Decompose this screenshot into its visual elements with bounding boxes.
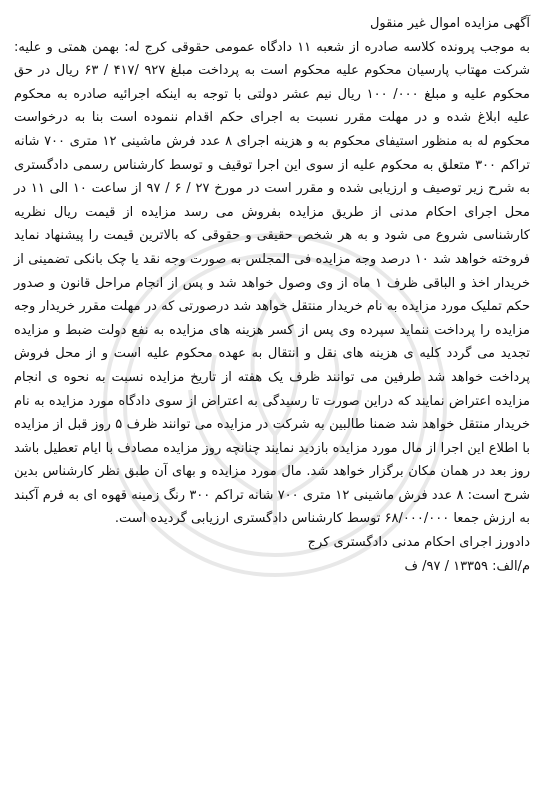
notice-reference: م/الف: ۱۳۳۵۹ / ۹۷/ ف <box>404 558 530 574</box>
notice-title: آگهی مزایده اموال غیر منقول <box>369 16 530 31</box>
notice-signature: دادورز اجرای احکام مدنی دادگستری کرج <box>307 535 530 551</box>
notice-body: به موجب پرونده کلاسه صادره از شعبه ۱۱ دادگاه عمومی حقوقی کرج له: بهمن همتی و علیه: شرکت مهتاب پارسیان محکوم علیه محکوم است به پرداخت مبلغ ۹۲۷ /۴۱۷ / ۶۳ ریال در حق محکوم علیه و مبلغ ۰۰۰/ ۱۰۰ ریال نیم عشر دولتی با توجه به اینکه اجرائیه صادره به محکوم علیه ابلاغ شده و در مهلت مقرر نسبت به اجرای حکم اقدام ننموده است بنا به درخواست محکوم له به منظور استیفای محکوم به و هزینه اجرای ۸ عدد فرش ماشینی ۱۲ متری ۷۰۰ شانه تراکم ۳۰۰ متعلق به محکوم علیه از سوی این اجرا توقیف و توسط کارشناس رسمی دادگستری به شرح زیر توصیف و ارزیابی شده و مقرر است در مورخ ۲۷ / ۶ / ۹۷ از ساعت ۱۰ الی ۱۱ در محل اجرای احکام مدنی از طریق مزایده بفروش می رسد مزایده از قیمت ریال نظریه کارشناسی شروع می شود و به هر شخص حقیقی و حقوقی که بالاترین قیمت را پیشنهاد نماید فروخته خواهد شد ۱۰ درصد وجه مزایده فی المجلس به صورت وجه نقد یا چک بانکی تضمینی از خریدار اخذ و الباقی ظرف ۱ ماه از وی وصول خواهد شد و پس از انجام مراحل قانون و صدور حکم تملیک مورد مزایده به نام خریدار منتقل خواهد شد درصورتی که در مهلت مقرر خریدار وجه مزایده را پرداخت ننماید سپرده وی پس از کسر هزینه های مزایده به نفع دولت ضبط و مزایده تجدید می گردد کلیه ی هزینه های نقل و انتقال به عهده محکوم علیه است و از محل فروش پرداخت خواهد شد طرفین می توانند ظرف یک هفته از تاریخ مزایده نسبت به نحوه ی انجام مزایده اعتراض نمایند که دراین صورت تا رسیدگی به اعتراض از سوی دادگاه مورد مزایده به نام خریدار منتقل خواهد شد ضمنا طالبین به شرکت در مزایده می توانند ظرف ۵ روز قبل از مزایده با اطلاع این اجرا از مال مورد مزایده بازدید نمایند چنانچه روز مزایده مصادف با ایام تعطیل باشد روز بعد در همان مکان برگزار خواهد شد. مال مورد مزایده و بهای آن طبق نظر کارشناس بدین شرح است: ۸ عدد فرش ماشینی ۱۲ متری ۷۰۰ شانه تراکم ۳۰۰ رنگ زمینه قهوه ای به فرم آکبند به ارزش جمعا ۶۸/۰۰۰/۰۰۰ توسط کارشناس دادگستری ارزیابی گردیده است. <box>14 39 531 527</box>
